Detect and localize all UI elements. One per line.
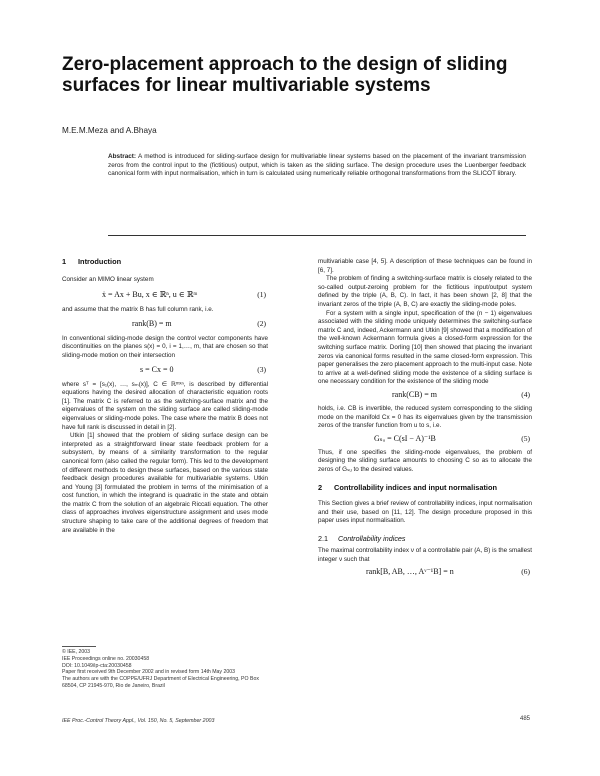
section-2-1-heading: 2.1 Controllability indices — [318, 533, 406, 543]
left-column — [62, 258, 268, 535]
paragraph: where sᵀ = [s₁(x), …, sₘ(x)], C ∈ ℝᵐˣⁿ, is described by differential equations having the desired allocation of characteristic equation roots [1]. The matrix C is referred to as the switching-surface matrix and the eigenvalues of the system on the sliding surface are called sliding-mode eigenvalues or sliding-mode poles. The case where the matrix B does not have full rank is discussed in detail in [2]. — [62, 380, 268, 431]
paragraph: This Section gives a brief review of controllability indices, input normalisation and their use, based on [11, 12]. The design procedure proposed in this paper uses input normalisation. — [318, 500, 532, 525]
paragraph: The maximal controllability index ν of a controllable pair (A, B) is the smallest integer ν such that — [318, 547, 532, 564]
footnotes — [62, 649, 268, 690]
paragraph: The problem of finding a switching-surface matrix is closely related to the so-called output-zeroing problem for the fictitious input/output system defined by the triple (A, B, C). In fact, it has been shown [2, 8] that the invariant zeros of the triple (A, B, C) are exactly the sliding-mode poles. — [318, 275, 532, 308]
equation-6: rank[B, AB, …, Aᵛ⁻¹B] = n (6) — [366, 566, 530, 576]
equation-4: rank(CB) = m (4) — [392, 389, 530, 399]
equation-1: ẋ = Ax + Bu, x ∈ ℝⁿ, u ∈ ℝᵐ (1) — [102, 290, 266, 300]
paragraph: holds, i.e. CB is invertible, the reduced system corresponding to the sliding mode on the manifold Cx = 0 has its eigenvalues given by the transmission zeros of the transfer function from u to s, i.e. — [318, 404, 532, 430]
footnote-affiliation: The authors are with the COPPE/UFRJ Department of Electrical Engineering, PO Box 68504, CP 21945-970, Rio de Janeiro, Brazil — [62, 676, 259, 689]
section-1-heading: 1 Introduction — [62, 257, 122, 266]
equation-2: rank(B) = m (2) — [132, 318, 266, 328]
footnote-rule — [62, 646, 96, 647]
equation-3: s = Cx = 0 (3) — [140, 364, 266, 374]
paragraph: Consider an MIMO linear system — [62, 275, 154, 283]
paragraph: Utkin [1] showed that the problem of sliding surface design can be interpreted as a straightforward linear state feedback problem for a subsystem, by means of a similarity transformation to the regular canonical form (also called the regular form). This led to the development of different methods to design these surfaces, based on the various state feedback design procedures available for multivariable systems. Utkin and Young [3] formulated the problem in terms of the minimisation of a cost function, in which the integrand is quadratic in the state and obtain the matrix C from the solution of an algebraic Riccati equation. The other class of approaches involves eigenstructure assignment and uses mode structure shaping to take care of the additional degrees of freedom that are available in the — [62, 432, 268, 534]
paragraph: In conventional sliding-mode design the control vector components have discontinuities on the planes s(x) = 0, i = 1,…, m, that are chosen so that sliding-mode motion on their intersection — [62, 334, 268, 359]
abstract-label: Abstract: — [108, 153, 137, 160]
footnote-copyright: © IEE, 2003 — [62, 649, 91, 655]
right-column — [318, 258, 532, 581]
paper-title: Zero-placement approach to the design of sliding surfaces for linear multivariable systems — [62, 54, 508, 96]
section-2-heading: 2 Controllability indices and input normalisation — [318, 483, 498, 493]
page-number: 485 — [520, 716, 531, 722]
abstract-text: A method is introduced for sliding-surface design for multivariable linear systems based on the placement of the invariant transmission zeros from the control input to the (fictitious) output, which is taken as the sliding surface. The design procedure uses the Luenberger feedback canonical form with input normalisation, which in turn is calculated using numerically reliable orthogonal transformations from the SLICOT library. — [108, 153, 526, 178]
equation-5: Gₛᵤ = C(sI − A)⁻¹B (5) — [374, 433, 530, 443]
paragraph: and assume that the matrix B has full column rank, i.e. — [62, 306, 214, 314]
journal-footer: IEE Proc.-Control Theory Appl., Vol. 150, No. 5, September 2003 — [62, 718, 215, 724]
author-list: M.E.M.Meza and A.Bhaya — [62, 126, 157, 135]
footnote-proceedings: IEE Proceedings online no. 20030458 — [62, 655, 150, 662]
paragraph: Thus, if one specifies the sliding-mode eigenvalues, the problem of designing the sliding surface amounts to choosing C so as to allocate the zeros of Gₛᵤ to the desired values. — [318, 448, 532, 473]
abstract-divider — [108, 235, 526, 236]
paragraph: multivariable case [4, 5]. A description of these techniques can be found in [6, 7]. — [318, 258, 532, 274]
abstract — [108, 153, 526, 179]
paragraph: For a system with a single input, specification of the (n − 1) eigenvalues associated with the sliding mode uniquely determines the switching-surface matrix C and, indeed, Ackermann and Utkin [9] showed that a modification of the well-known Ackermann formula gives a closed-form expression for the switching surface matrix. Dorling [10] then showed that placing the invariant zeros via canonical forms resulted in the same closed-form expression. This paper generalises the zero placement approach to the multi-input case. Note to arrive at a well-defined sliding mode the existence of a sliding surface is one necessary condition for the existence of the sliding mode — [318, 309, 532, 386]
footnote-doi: DOI: 10.1049/ip-cta:20030458 — [62, 662, 132, 669]
footnote-received: Paper first received 9th December 2002 and in revised form 14th May 2003 — [62, 669, 236, 676]
